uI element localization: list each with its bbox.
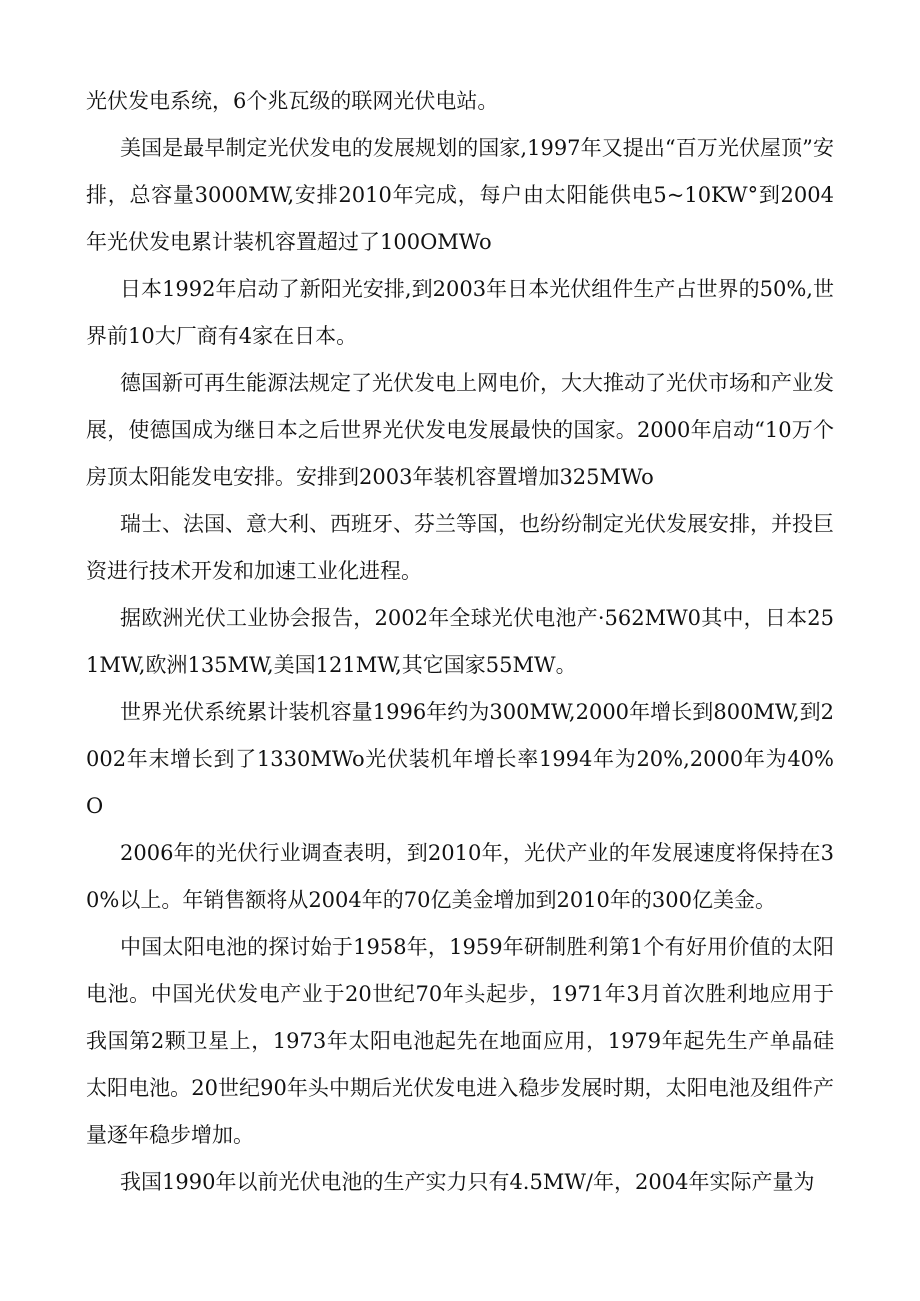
paragraph-2: 美国是最早制定光伏发电的发展规划的国家,1997年又提出“百万光伏屋顶”安排，总容量3000MW,安排2010年完成，每户由太阳能供电5~10KW°到2004年光伏发电累计装机容置超过了100OMWo [86, 136, 834, 254]
paragraph-7: 世界光伏系统累计装机容量1996年约为300MW,2000年增长到800MW,到2002年末增长到了1330MWo光伏装机年增长率1994年为20%,2000年为40%O [86, 700, 834, 818]
paragraph-6: 据欧洲光伏工业协会报告，2002年全球光伏电池产·562MW0其中，日本251MW,欧洲135MW,美国121MW,其它国家55MW。 [86, 606, 834, 677]
paragraph-8: 2006年的光伏行业调查表明，到2010年，光伏产业的年发展速度将保持在30%以上。年销售额将从2004年的70亿美金增加到2010年的300亿美金。 [86, 841, 834, 912]
paragraph-5: 瑞士、法国、意大利、西班牙、芬兰等国，也纷纷制定光伏发展安排，并投巨资进行技术开发和加速工业化进程。 [86, 512, 834, 583]
paragraph-3: 日本1992年启动了新阳光安排,到2003年日本光伏组件生产占世界的50%,世界前10大厂商有4家在日本。 [86, 277, 834, 348]
paragraph-10: 我国1990年以前光伏电池的生产实力只有4.5MW/年，2004年实际产量为 [120, 1170, 815, 1194]
paragraph-1: 光伏发电系统，6个兆瓦级的联网光伏电站。 [86, 89, 499, 113]
document-body [86, 78, 834, 1206]
paragraph-9: 中国太阳电池的探讨始于1958年，1959年研制胜利第1个有好用价值的太阳电池。中国光伏发电产业于20世纪70年头起步，1971年3月首次胜利地应用于我国第2颗卫星上，1973年太阳电池起先在地面应用，1979年起先生产单晶硅太阳电池。20世纪90年头中期后光伏发电进入稳步发展时期，太阳电池及组件产量逐年稳步增加。 [86, 935, 834, 1147]
paragraph-4: 德国新可再生能源法规定了光伏发电上网电价，大大推动了光伏市场和产业发展，使德国成为继日本之后世界光伏发电发展最快的国家。2000年启动“10万个房顶太阳能发电安排。安排到2003年装机容置增加325MWo [86, 371, 834, 489]
